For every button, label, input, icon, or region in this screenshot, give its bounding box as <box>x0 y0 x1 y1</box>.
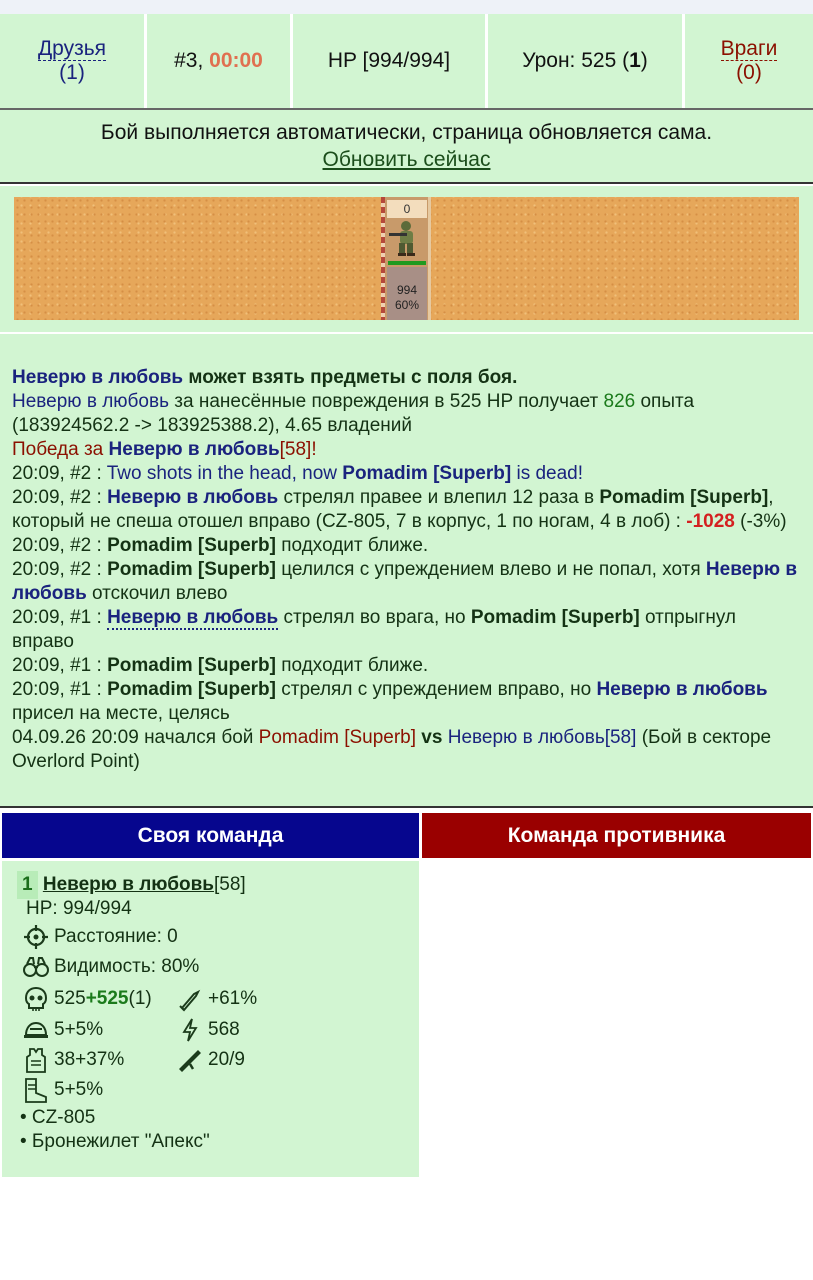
log-line: 20:09, #2 : Two shots in the head, now Pomadim [Superb] is dead! <box>12 463 584 484</box>
boots-value: 5+5% <box>54 1079 104 1100</box>
log-line: Неверю в любовь за нанесённые повреждения в 525 HP получает 826 опыта (183924562.2 -> 183925388.2), 4.65 владений <box>12 391 695 436</box>
lane-border <box>381 197 385 320</box>
player-hp-row <box>26 897 132 921</box>
player-name-link[interactable]: Неверю в любовь <box>107 607 279 628</box>
damage-row <box>22 986 152 1012</box>
rifle-icon <box>176 1047 204 1073</box>
helmet-icon <box>22 1017 50 1043</box>
accuracy-value: +61% <box>208 988 258 1009</box>
lane-info-box <box>387 267 427 320</box>
log-line: 20:09, #1 : Pomadim [Superb] стрелял с упреждением вправо, но Неверю в любовь присел на месте, целясь <box>12 679 768 724</box>
damage-count: (1) <box>128 988 152 1009</box>
log-line: 20:09, #1 : Pomadim [Superb] подходит ближе. <box>12 655 429 676</box>
item-weapon: • CZ-805 <box>20 1107 96 1128</box>
item-armor: • Бронежилет "Апекс" <box>20 1131 210 1152</box>
helmet-value: 5+5% <box>54 1019 104 1040</box>
battle-log <box>0 334 813 808</box>
boots-row <box>22 1077 103 1103</box>
distance-row <box>22 924 178 950</box>
soldier-hp-bar <box>388 261 426 265</box>
damage-prefix: Урон: 525 ( <box>522 49 630 72</box>
vest-icon <box>22 1047 50 1073</box>
log-line: 20:09, #2 : Pomadim [Superb] подходит ближе. <box>12 535 429 556</box>
lane-visibility: 60% <box>394 298 420 312</box>
player-title-row <box>17 871 246 899</box>
visibility-value: Видимость: 80% <box>54 956 200 977</box>
ammo-value: 20/9 <box>208 1049 245 1070</box>
log-line: 04.09.26 20:09 начался бой Pomadim [Superb] vs Неверю в любовь[58] (Бой в секторе Overlord Point) <box>12 727 772 772</box>
round-timer-cell <box>147 14 290 108</box>
enemy-team-header: Команда противника <box>422 813 811 858</box>
enemies-count: (0) <box>736 61 762 84</box>
log-line: Неверю в любовь может взять предметы с поля боя. <box>12 367 518 388</box>
status-bar <box>0 14 813 110</box>
friends-count: (1) <box>59 61 85 84</box>
damage-bonus: +525 <box>85 988 129 1009</box>
damage-count: 1 <box>629 49 641 72</box>
lane-top-value: 0 <box>387 200 427 218</box>
accuracy-row <box>176 986 257 1012</box>
lane-hp-value: 994 <box>396 283 418 297</box>
enemies-cell[interactable] <box>685 14 813 108</box>
item-row <box>20 1130 210 1154</box>
battlefield-panel <box>0 186 813 332</box>
ammo-row <box>176 1047 245 1073</box>
damage-suffix: ) <box>640 49 648 72</box>
log-line: 20:09, #2 : Неверю в любовь стрелял правее и влепил 12 раза в Pomadim [Superb], который не спеша отошел вправо (CZ-805, 7 в корпус, 1 по ногам, 4 в лоб) : -1028 (-3%) <box>12 487 787 532</box>
auto-battle-notice <box>0 110 813 184</box>
lightning-icon <box>176 1017 204 1043</box>
boots-icon <box>22 1077 50 1103</box>
distance-value: Расстояние: 0 <box>54 926 178 947</box>
round-number: #3, <box>174 49 204 72</box>
friends-cell[interactable] <box>0 14 144 108</box>
visibility-row <box>22 954 199 980</box>
player-hp: HP: 994/994 <box>26 898 132 919</box>
armor-value: 38+37% <box>54 1049 125 1070</box>
enemies-link[interactable]: Враги <box>720 37 778 60</box>
player-lane[interactable] <box>381 197 431 320</box>
skull-icon <box>22 986 50 1012</box>
damage-base: 525 <box>54 988 86 1009</box>
notice-text: Бой выполняется автоматически, страница обновляется сама. <box>100 121 713 144</box>
damage-cell <box>488 14 682 108</box>
lane-border-right <box>428 197 431 320</box>
round-timer: 00:00 <box>209 49 263 72</box>
own-team-header: Своя команда <box>2 813 419 858</box>
player-level: [58] <box>213 874 246 895</box>
crosshair-icon <box>22 924 50 950</box>
helmet-row <box>22 1017 103 1043</box>
player-card <box>2 861 419 1177</box>
battlefield <box>14 197 799 320</box>
item-row <box>20 1106 95 1130</box>
hp-cell <box>293 14 485 108</box>
energy-row <box>176 1017 240 1043</box>
refresh-now-link[interactable]: Обновить сейчас <box>322 148 491 171</box>
top-strip <box>0 0 813 14</box>
log-line: Победа за Неверю в любовь[58]! <box>12 439 317 460</box>
bullet-icon <box>176 986 204 1012</box>
player-index: 1 <box>17 871 38 899</box>
log-line: 20:09, #1 : Неверю в любовь стрелял во врага, но Pomadim [Superb] отпрыгнул вправо <box>12 607 736 652</box>
player-name-link[interactable]: Неверю в любовь <box>42 874 214 895</box>
log-line: 20:09, #2 : Pomadim [Superb] целился с упреждением влево и не попал, хотя Неверю в любовь отскочил влево <box>12 559 797 604</box>
soldier-icon[interactable] <box>389 219 423 257</box>
binoculars-icon <box>22 954 50 980</box>
armor-row <box>22 1047 124 1073</box>
friends-link[interactable]: Друзья <box>37 37 107 60</box>
energy-value: 568 <box>208 1019 240 1040</box>
hp-value: HP [994/994] <box>327 49 451 72</box>
